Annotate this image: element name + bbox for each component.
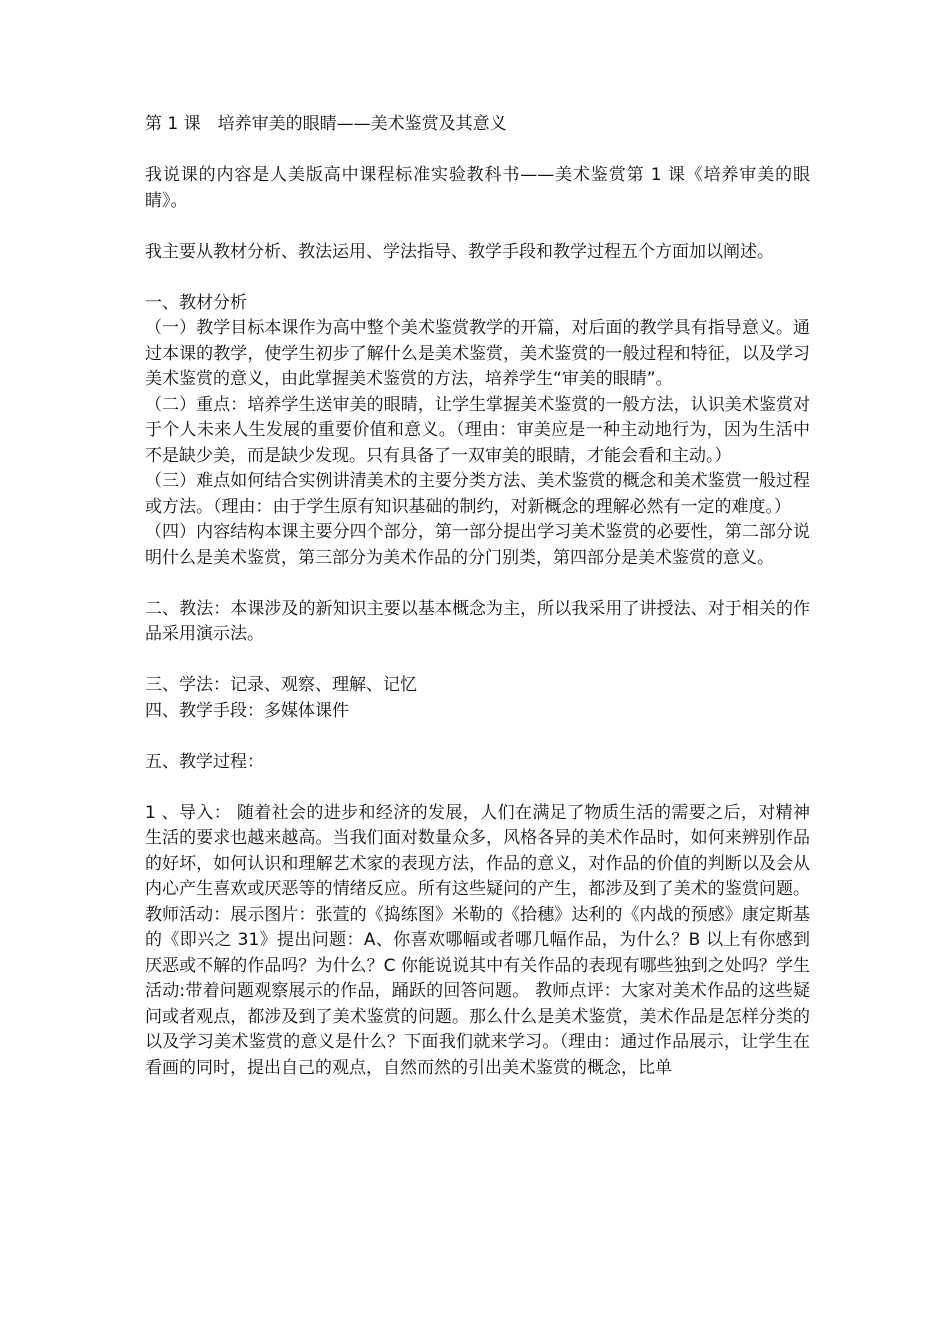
section-4-paragraph: 四、教学手段：多媒体课件 <box>145 700 349 721</box>
spacer <box>145 214 810 240</box>
document-title: 第 1 课 培养审美的眼睛——美术鉴赏及其意义 <box>145 114 507 134</box>
spacer <box>145 775 810 801</box>
step-1-paragraph: 1 、导入： 随着社会的进步和经济的发展，人们在满足了物质生活的需要之后，对精神生活的要求也越来越高。当我们面对数量众多，风格各异的美术作品时，如何来辨别作品的好坏，如何认识和理解艺术家的表现方法，作品的意义，对作品的价值的判断以及会从内心产生喜欢或厌恶等的情绪反应。所有这些疑问的产生，都涉及到了美术的鉴赏问题。教师活动：展示图片：张萱的《捣练图》米勒的《拾穗》达利的《内战的预感》康定斯基的《即兴之 31》提出问题：A、你喜欢哪幅或者哪几幅作品，为什么？B 以上有你感到厌恶或不解的作品吗？为什么？C 你能说说其中有关作品的表现有哪些独到之处吗？学生活动:带着问题观察展示的作品，踊跃的回答问题。 教师点评：大家对美术作品的这些疑问或者观点，都涉及到了美术鉴赏的问题。那么什么是美术鉴赏，美术作品是怎样分类的以及学习美术鉴赏的意义是什么？下面我们就来学习。（理由：通过作品展示，让学生在看画的同时，提出自己的观点，自然而然的引出美术鉴赏的概念，比单 <box>145 802 810 1078</box>
spacer <box>145 138 810 164</box>
section-1-structure-paragraph: （四）内容结构本课主要分四个部分，第一部分提出学习美术鉴赏的必要性，第二部分说明什么是美术鉴赏，第三部分为美术作品的分门别类，第四部分是美术鉴赏的意义。 <box>145 522 810 568</box>
section-3-paragraph: 三、学法：记录、观察、理解、记忆 <box>145 675 417 695</box>
intro-paragraph: 我说课的内容是人美版高中课程标准实验教科书——美术鉴赏第 1 课《培养审美的眼睛》。 <box>145 165 810 211</box>
section-1-heading: 一、教材分析 <box>145 292 247 313</box>
section-1-difficulty-paragraph: （三）难点如何结合实例讲清美术的主要分类方法、美术鉴赏的概念和美术鉴赏一般过程或方法。（理由：由于学生原有知识基础的制约，对新概念的理解必然有一定的难度。） <box>145 471 810 517</box>
spacer <box>145 571 810 597</box>
document-page <box>145 112 810 1081</box>
spacer <box>145 724 810 750</box>
section-1-key-point-paragraph: （二）重点：培养学生送审美的眼睛，让学生掌握美术鉴赏的一般方法，认识美术鉴赏对于个人未来人生发展的重要价值和意义。（理由：审美应是一种主动地行为，因为生活中不是缺少美，而是缺少发现。只有具备了一双审美的眼睛，才能会看和主动。） <box>145 394 810 466</box>
spacer <box>145 648 810 674</box>
overview-paragraph: 我主要从教材分析、教法运用、学法指导、教学手段和教学过程五个方面加以阐述。 <box>145 241 774 262</box>
section-5-heading: 五、教学过程： <box>145 751 264 772</box>
section-1-goal-paragraph: （一）教学目标本课作为高中整个美术鉴赏教学的开篇，对后面的教学具有指导意义。通过本课的教学，使学生初步了解什么是美术鉴赏，美术鉴赏的一般过程和特征，以及学习美术鉴赏的意义，由此掌握美术鉴赏的方法，培养学生“审美的眼睛”。 <box>145 318 810 389</box>
spacer <box>145 265 810 291</box>
section-2-paragraph: 二、教法：本课涉及的新知识主要以基本概念为主，所以我采用了讲授法、对于相关的作品采用演示法。 <box>145 598 810 644</box>
